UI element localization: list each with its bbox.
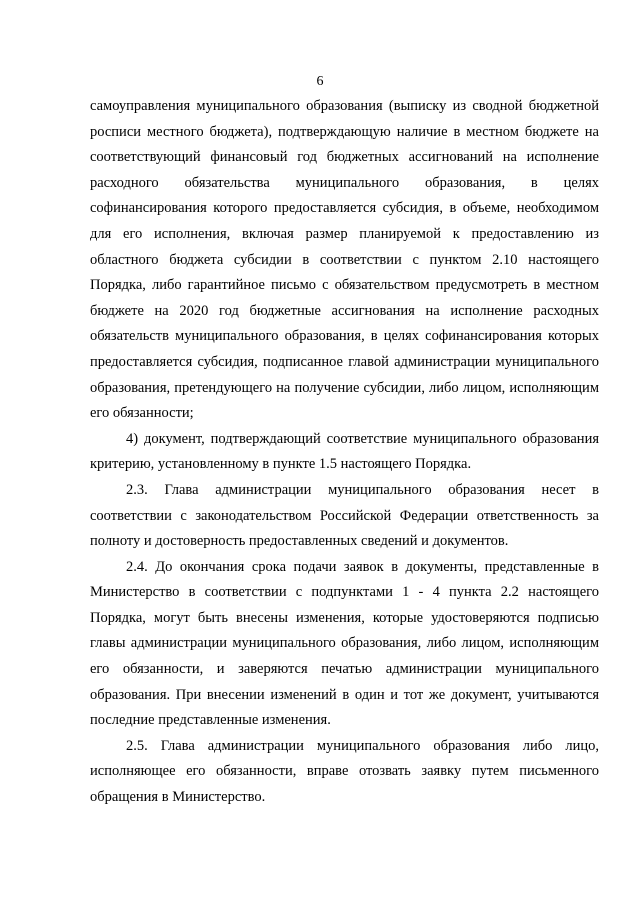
paragraph-continuation: самоуправления муниципального образования (выписку из сводной бюджетной росписи местного бюджета), подтверждающую наличие в местном бюджете на соответствующий финансовый год бюджетных ассигнований на исполнение расходного обязательства муниципального образования, в целях софинансирования которого предоставляется субсидия, в объеме, необходимом для его исполнения, включая размер планируемой к предоставлению из областного бюджета субсидии в соответствии с пунктом 2.10 настоящего Порядка, либо гарантийное письмо с обязательством предусмотреть в местном бюджете на 2020 год бюджетные ассигнования на исполнение расходных обязательств муниципального образования, в целях софинансирования которых предоставляется субсидия, подписанное главой администрации муниципального образования, претендующего на получение субсидии, либо лицом, исполняющим его обязанности; — [90, 98, 599, 422]
paragraph-item-4: 4) документ, подтверждающий соответствие муниципального образования критерию, установленному в пункте 1.5 настоящего Порядка. — [90, 430, 599, 473]
paragraph-2-4: 2.4. До окончания срока подачи заявок в документы, представленные в Министерство в соответствии с подпунктами 1 - 4 пункта 2.2 настоящего Порядка, могут быть внесены изменения, которые удостоверяются подписью главы администрации муниципального образования, либо лицом, исполняющим его обязанности, и заверяются печатью администрации муниципального образования. При внесении изменений в один и тот же документ, учитываются последние представленные изменения. — [90, 558, 599, 729]
paragraph-2-3: 2.3. Глава администрации муниципального образования несет в соответствии с законодательством Российской Федерации ответственность за полноту и достоверность предоставленных сведений и документов. — [90, 481, 599, 550]
paragraph-2-5: 2.5. Глава администрации муниципального образования либо лицо, исполняющее его обязанности, вправе отозвать заявку путем письменного обращения в Министерство. — [90, 737, 599, 806]
page-number: 6 — [316, 74, 324, 89]
document-body — [90, 94, 599, 811]
